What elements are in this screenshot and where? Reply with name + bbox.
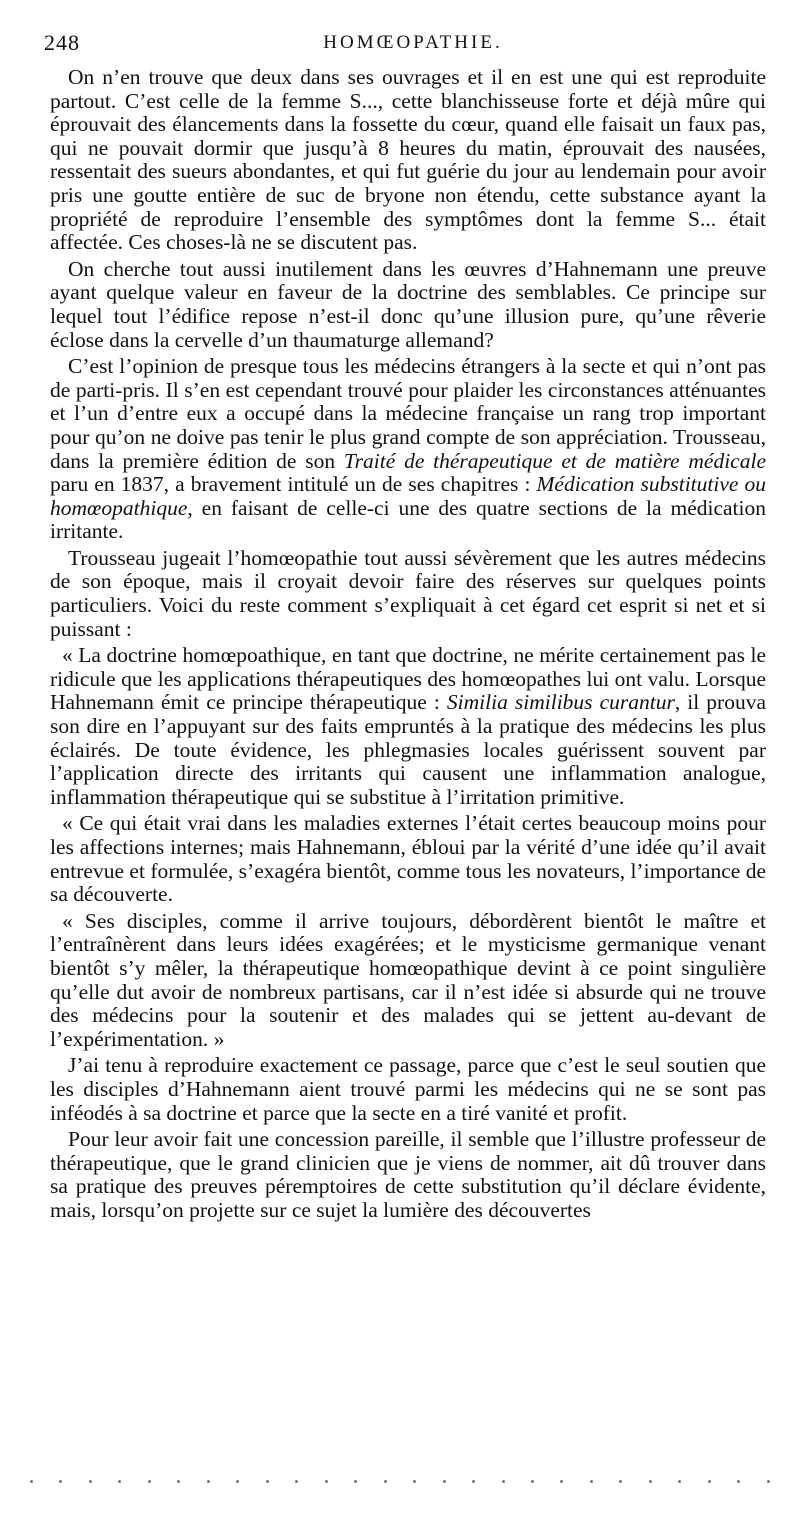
- paragraph: [50, 66, 766, 255]
- text-run: , il prouva son dire en l’appuyant sur des faits empruntés à la pratique des médecins les plus éclairés. De toute évidence, les phlegmasies locales guérissent souvent par l’application directe des irritants qui causent une inflammation analogue, inflammation thérapeutique qui se substitue à l’irritation primitive.: [50, 690, 766, 809]
- footer-dot: [560, 1480, 563, 1483]
- page-header: [44, 30, 766, 60]
- text-run: Pour leur avoir fait une concession pareille, il semble que l’illustre professeur de thérapeutique, que le grand clinicien que je viens de nommer, ait dû trouver dans sa pratique des preuves péremptoires de cette substitution qu’il déclare évidente, mais, lorsqu’on projette sur ce sujet la lumière des découvertes: [50, 1127, 766, 1222]
- text-run: C’est l’opinion de presque tous les médecins étrangers à la secte et qui n’ont pas de parti-pris. Il s’en est cependant trouvé pour plaider les circonstances atténuantes et l’un d’entre eux a occupé dans la médecine française un rang trop important pour qu’on ne doive pas tenir le plus grand compte de son appréciation. Trousseau, dans la première édition de son: [50, 354, 766, 473]
- footer-dot: [118, 1480, 121, 1483]
- footer-dot: [413, 1480, 416, 1483]
- footer-dot: [148, 1480, 151, 1483]
- footer-dot: [354, 1480, 357, 1483]
- text-run: On n’en trouve que deux dans ses ouvrages et il en est une qui est reproduite partout. C’est celle de la femme S..., cette blanchisseuse forte et déjà mûre qui éprouvait des élancements dans la fossette du cœur, quand elle faisait un faux pas, qui ne pouvait dormir que jusqu’à 8 heures du matin, éprouvait des nausées, ressentait des sueurs abondantes, et qui fut guérie du jour au lendemain pour avoir pris une goutte entière de suc de bryone non étendu, cette substance ayant la propriété de reproduire l’ensemble des symptômes dont la femme S... était affectée. Ces choses-là ne se discutent pas.: [50, 65, 766, 255]
- footer-dot: [89, 1480, 92, 1483]
- footer-dot: [472, 1480, 475, 1483]
- text-run: paru en 1837, a bravement intitulé un de ses chapitres :: [50, 472, 537, 497]
- paragraph: [50, 258, 766, 352]
- book-page: [44, 30, 766, 1226]
- page-number: 248: [44, 30, 80, 55]
- text-run: « La doctrine homœpoathique, en tant que doctrine, ne mérite certainement pas le ridicule que les applications thérapeutiques des homœopathes lui ont valu. Lorsque Hahnemann émit ce principe thérapeutique :: [50, 643, 766, 715]
- italic-title: Médication substitutive ou homœopathique: [50, 472, 766, 520]
- footer-dot: [708, 1480, 711, 1483]
- paragraph: [50, 547, 766, 641]
- footer-dot: [767, 1480, 770, 1483]
- footer-dot: [649, 1480, 652, 1483]
- footer-dot: [619, 1480, 622, 1483]
- footer-dot: [59, 1480, 62, 1483]
- text-run: , en faisant de celle-ci une des quatre sections de la médication irritante.: [50, 495, 766, 544]
- quote-paragraph: [50, 910, 766, 1052]
- footer-dot: [236, 1480, 239, 1483]
- quote-paragraph: [50, 644, 766, 809]
- body-text: [50, 66, 766, 1223]
- text-run: « Ce qui était vrai dans les maladies externes l’était certes beaucoup moins pour les affections internes; mais Hahnemann, ébloui par la vérité d’une idée qu’il avait entrevue et formulée, s’exagéra bientôt, comme tous les novateurs, l’importance de sa découverte.: [50, 811, 766, 907]
- italic-title: Similia similibus curantur: [446, 690, 675, 715]
- footer-dot: [737, 1480, 740, 1483]
- footer-dot: [295, 1480, 298, 1483]
- paragraph: [50, 1054, 766, 1125]
- text-run: J’ai tenu à reproduire exactement ce passage, parce que c’est le seul soutien que les disciples d’Hahnemann aient trouvé parmi les médecins qui ne se sont pas inféodés à sa doctrine et parce que la secte en a tiré vanité et profit.: [50, 1053, 766, 1125]
- footer-dot: [590, 1480, 593, 1483]
- quote-paragraph: [50, 812, 766, 906]
- text-run: On cherche tout aussi inutilement dans les œuvres d’Hahnemann une preuve ayant quelque valeur en faveur de la doctrine des semblables. Ce principe sur lequel tout l’édifice repose n’est-il donc qu’une illusion pure, qu’une rêverie éclose dans la cervelle d’un thaumaturge allemand?: [50, 256, 766, 352]
- footer-dot: [30, 1480, 33, 1483]
- footer-dot: [266, 1480, 269, 1483]
- italic-title: Traité de thérapeutique et de matière médicale: [343, 448, 766, 473]
- footer-dot: [502, 1480, 505, 1483]
- paragraph: [50, 355, 766, 544]
- text-run: Trousseau jugeait l’homœopathie tout aussi sévèrement que les autres médecins de son époque, mais il croyait devoir faire des réserves sur quelques points particuliers. Voici du reste comment s’expliquait à cet égard cet esprit si net et si puissant :: [50, 545, 766, 641]
- footer-dot: [384, 1480, 387, 1483]
- running-head: HOMŒOPATHIE.: [323, 32, 503, 53]
- paragraph: [50, 1128, 766, 1222]
- footer-dot: [325, 1480, 328, 1483]
- footer-dot-row: [30, 1480, 770, 1486]
- footer-dot: [443, 1480, 446, 1483]
- footer-dot: [207, 1480, 210, 1483]
- footer-dot: [678, 1480, 681, 1483]
- footer-dot: [531, 1480, 534, 1483]
- footer-dot: [177, 1480, 180, 1483]
- text-run: « Ses disciples, comme il arrive toujours, débordèrent bientôt le maître et l’entraînèrent dans leurs idées exagérées; et le mysticisme germanique venant bientôt s’y mêler, la thérapeutique homœopathique devint à ce point singulière qu’elle dut avoir de nombreux partisans, car il n’est idée si absurde qui ne trouve des médecins pour la soutenir et des malades qui se jettent au-devant de l’expérimentation. »: [50, 908, 766, 1051]
